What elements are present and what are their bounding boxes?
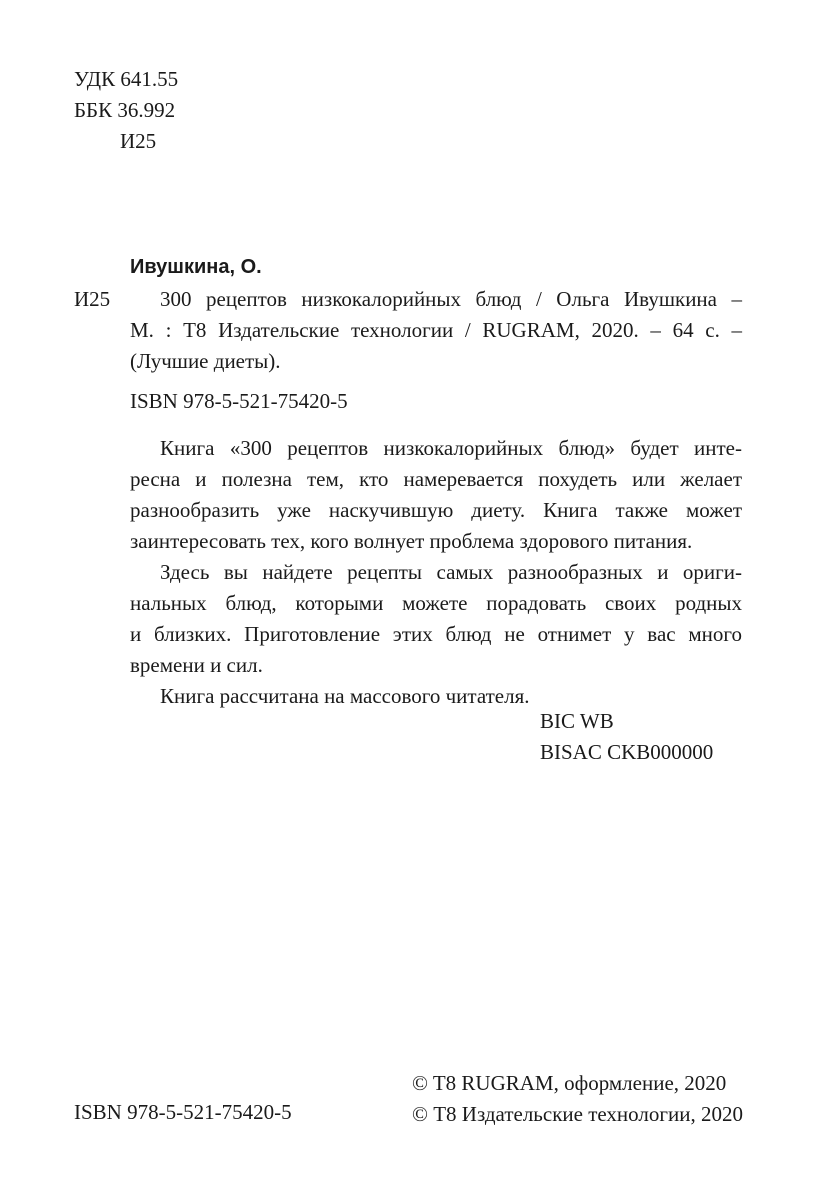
udk-code: УДК 641.55: [74, 67, 179, 91]
annotation-line: времени и сил.: [130, 653, 263, 677]
isbn-record: ISBN 978-5-521-75420-5: [130, 389, 348, 413]
author-name: Ивушкина, О.: [130, 256, 262, 278]
annotation-line: заинтересовать тех, кого волнует проблема здорового питания.: [130, 529, 693, 553]
bisac-code: BISAC CKB000000: [540, 740, 714, 764]
copyright-block: [412, 1068, 743, 1130]
annotation-line: Книга рассчитана на массового читателя.: [160, 684, 530, 708]
author-sign: И25: [120, 129, 157, 153]
copyright-line: © Т8 Издательские технологии, 2020: [412, 1102, 743, 1126]
annotation-line: и близких. Приготовление этих блюд не отнимет у вас много: [130, 622, 742, 646]
bib-line: 300 рецептов низкокалорийных блюд / Ольга Ивушкина –: [160, 287, 742, 311]
subject-codes: [540, 706, 713, 768]
record-index-code: И25: [74, 287, 111, 311]
annotation-line: разнообразить уже наскучившую диету. Книга также может: [130, 498, 742, 522]
bib-line: (Лучшие диеты).: [130, 349, 281, 373]
bib-line: М. : Т8 Издательские технологии / RUGRAM, 2020. – 64 с. –: [130, 318, 742, 342]
annotation-line: Книга «300 рецептов низкокалорийных блюд» будет инте-: [160, 436, 742, 460]
annotation: [130, 433, 742, 712]
annotation-line: ресна и полезна тем, кто намеревается похудеть или желает: [130, 467, 742, 491]
bibliographic-description: [130, 284, 742, 377]
annotation-line: Здесь вы найдете рецепты самых разнообразных и ориги-: [160, 560, 742, 584]
copyright-line: © T8 RUGRAM, оформление, 2020: [412, 1071, 727, 1095]
isbn-footer: ISBN 978-5-521-75420-5: [74, 1100, 292, 1124]
annotation-line: нальных блюд, которыми можете порадовать своих родных: [130, 591, 742, 615]
classification-block: [74, 64, 178, 157]
bic-code: BIC WB: [540, 709, 614, 733]
bbk-code: ББК 36.992: [74, 98, 176, 122]
